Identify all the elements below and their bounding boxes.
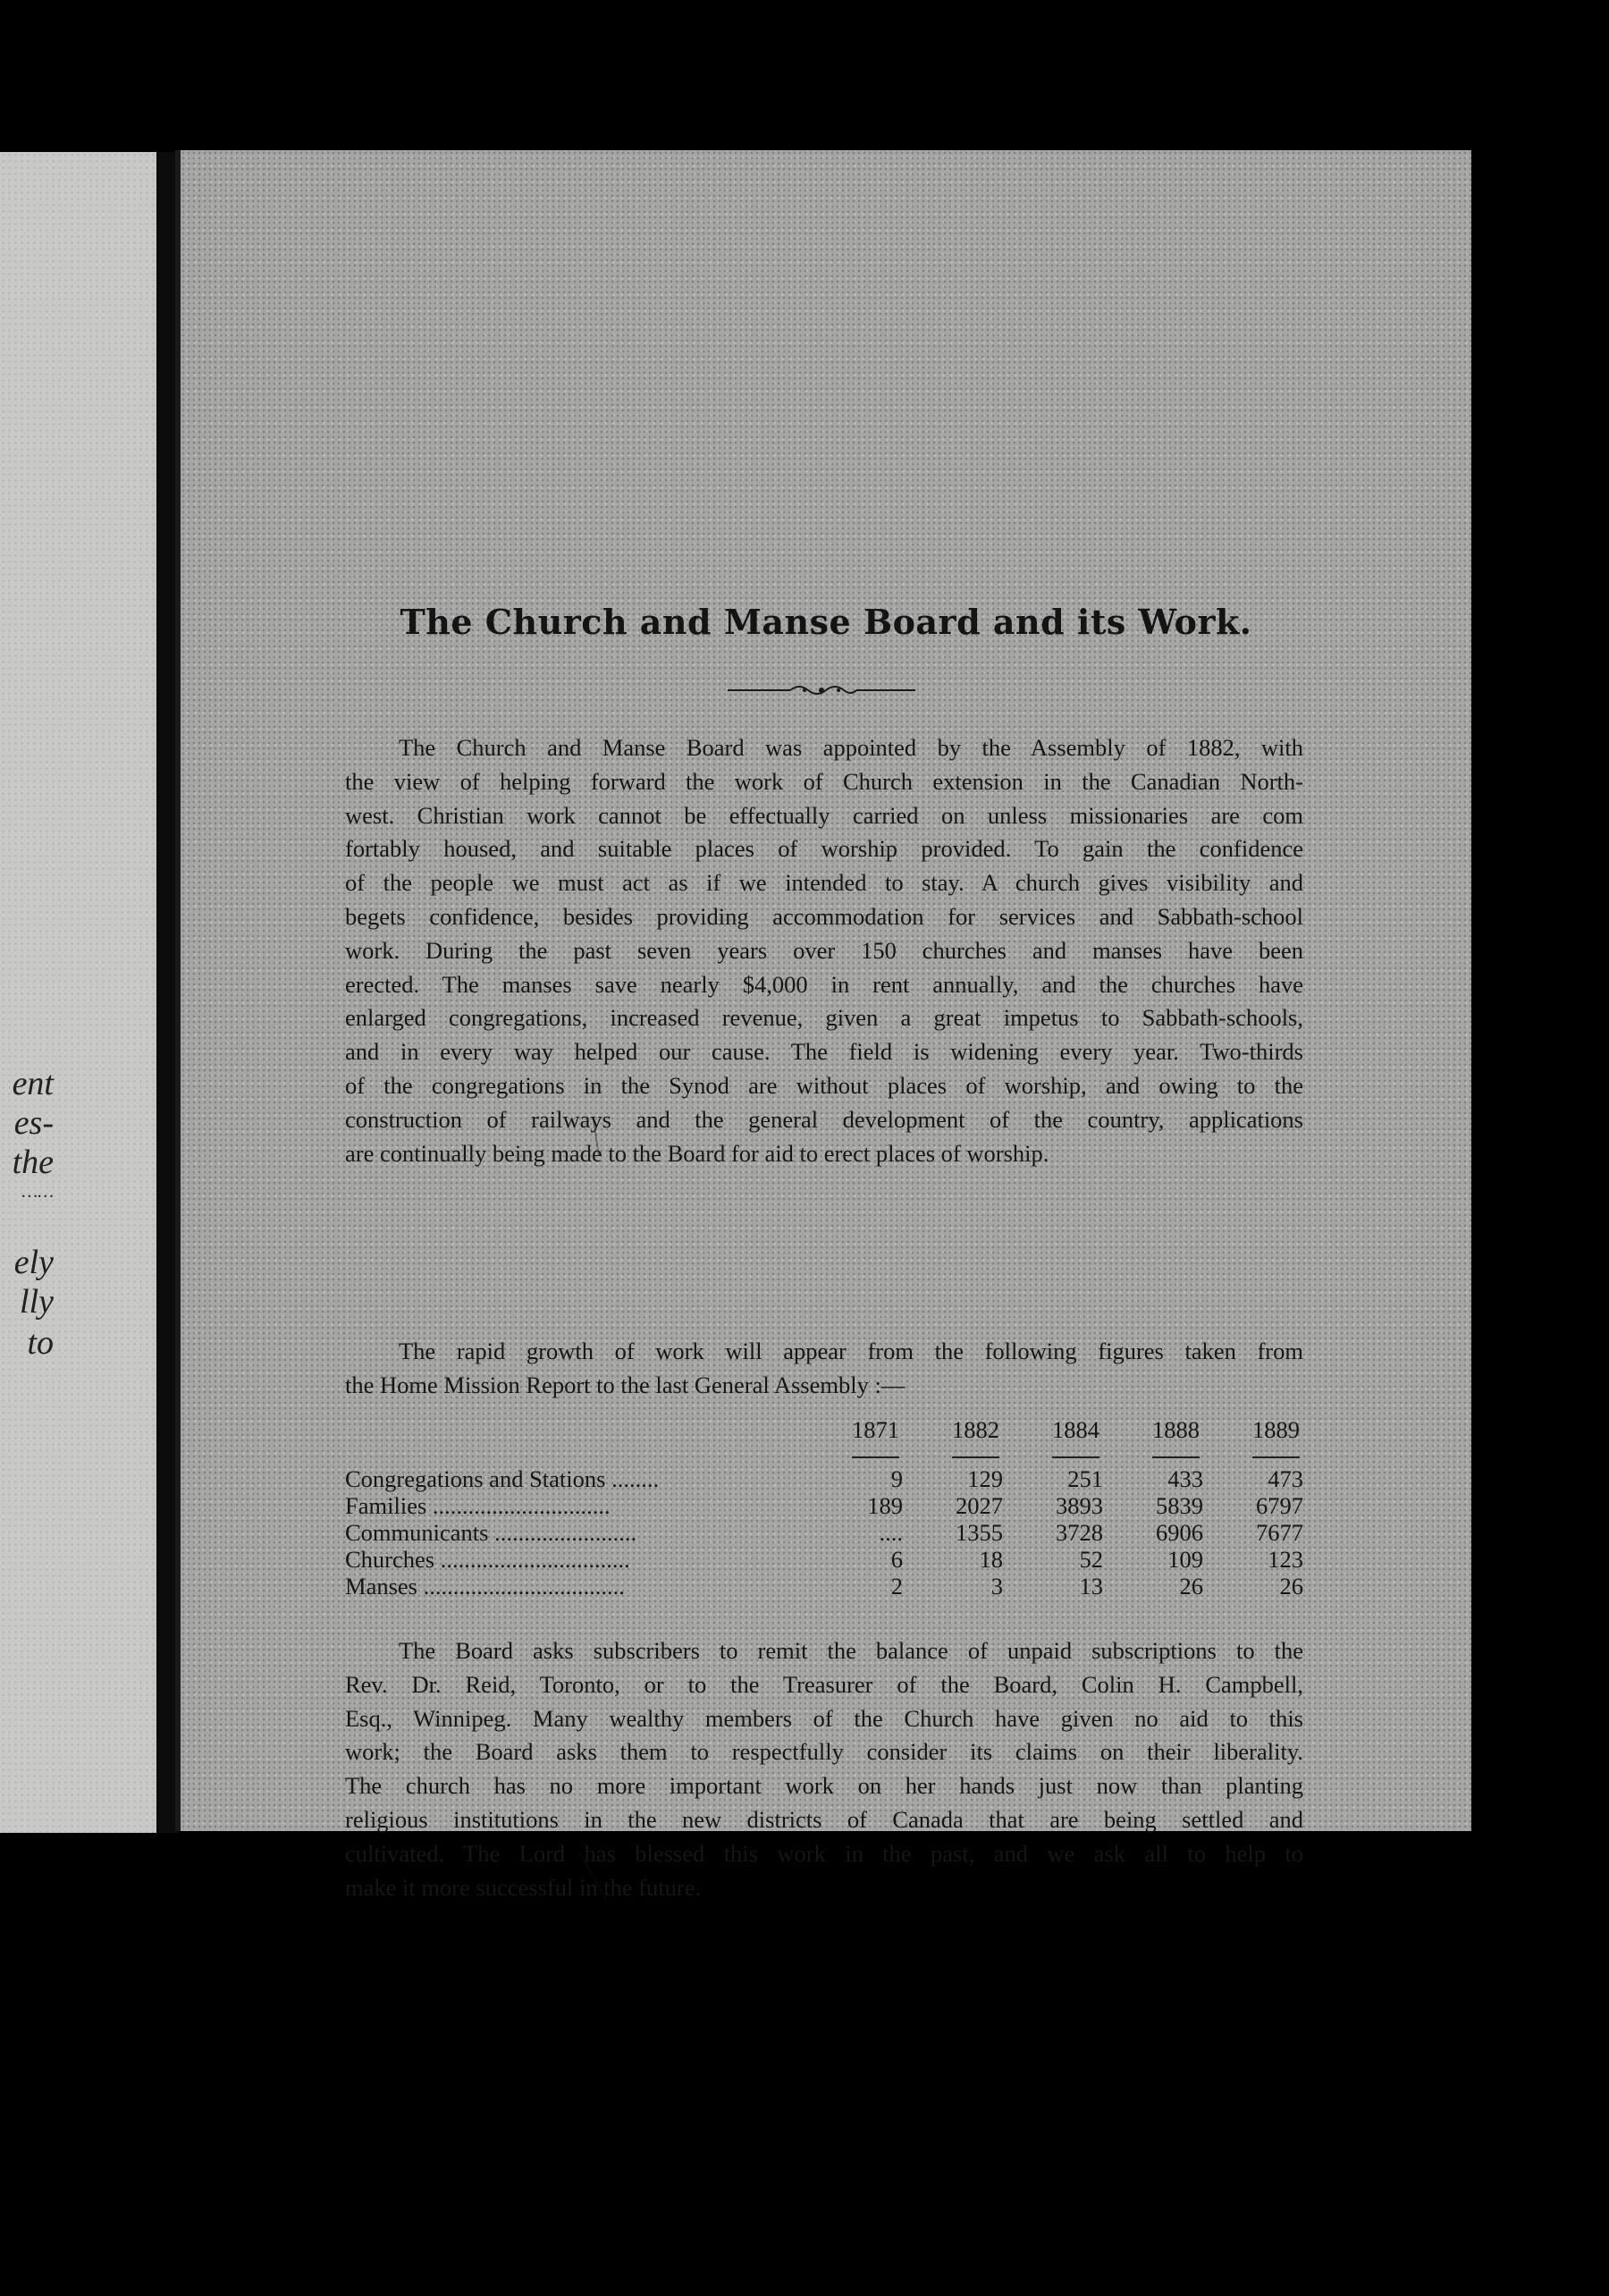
table-cell: 1355 — [956, 1519, 1003, 1546]
table-cell: 5839 — [1156, 1492, 1203, 1519]
row-label: Communicants ........................ — [345, 1519, 637, 1546]
table-cell: 129 — [967, 1465, 1003, 1492]
table-cell: 433 — [1167, 1465, 1203, 1492]
year-header: 1871 — [803, 1416, 903, 1465]
row-label: Manses .................................. — [345, 1573, 625, 1600]
table-row — [345, 1465, 1303, 1492]
text-line: enlarged congregations, increased revenue, given a great impetus to Sabbath-schools, — [345, 1004, 1303, 1032]
text-line: construction of railways and the general development of the country, applications — [345, 1105, 1303, 1133]
table-cell: 3 — [990, 1573, 1003, 1600]
table-cell: 7677 — [1256, 1519, 1303, 1546]
text-line: The church has no more important work on her hands just now than planting — [345, 1772, 1303, 1800]
table-cell: 6906 — [1156, 1519, 1203, 1546]
text-line: Esq., Winnipeg. Many wealthy members of the Church have given no aid to this — [345, 1704, 1303, 1732]
text-line: west. Christian work cannot be effectually carried on unless missionaries are com — [345, 801, 1303, 829]
page-title: The Church and Manse Board and its Work. — [400, 602, 1252, 642]
table-cell: 2 — [890, 1573, 903, 1600]
table-header-row — [345, 1416, 1303, 1465]
text-line: erected. The manses save nearly $4,000 in rent annually, and the churches have — [345, 970, 1303, 998]
year-header: 1884 — [1003, 1416, 1103, 1465]
year-header: 1882 — [903, 1416, 1003, 1465]
table-cell: 13 — [1079, 1573, 1103, 1600]
left-page-fragment: the — [12, 1144, 54, 1181]
paragraph-intro — [345, 731, 1303, 1170]
text-line: the view of helping forward the work of Church extension in the Canadian North- — [345, 767, 1303, 795]
left-page-fragment: to — [27, 1324, 54, 1362]
row-label: Families .............................. — [345, 1492, 611, 1519]
paragraph-figures-intro — [345, 1335, 1303, 1403]
table-cell: 3728 — [1056, 1519, 1103, 1546]
paragraph-appeal — [345, 1634, 1303, 1904]
text-line: and in every way helped our cause. The field is widening every year. Two-thirds — [345, 1038, 1303, 1066]
year-header: 1889 — [1203, 1416, 1303, 1465]
text-line: make it more successful in the future. — [345, 1873, 702, 1901]
text-line: begets confidence, besides providing accommodation for services and Sabbath-school — [345, 902, 1303, 930]
text-line: The Church and Manse Board was appointed by the Assembly of 1882, with — [399, 734, 1303, 761]
table-cell: 26 — [1179, 1573, 1203, 1600]
text-line: Rev. Dr. Reid, Toronto, or to the Treasurer of the Board, Colin H. Campbell, — [345, 1670, 1303, 1698]
document-page — [175, 150, 1471, 1901]
left-page-fragment: es- — [13, 1104, 54, 1142]
table-cell: 18 — [979, 1546, 1003, 1573]
left-page-fragment: ent — [12, 1065, 54, 1102]
table-row — [345, 1546, 1303, 1573]
row-label: Churches ................................ — [345, 1546, 630, 1573]
table-cell: .... — [879, 1519, 903, 1546]
table-row — [345, 1519, 1303, 1546]
left-page-fragment: ely — [13, 1244, 54, 1281]
year-header: 1888 — [1103, 1416, 1203, 1465]
text-line: are continually being made to the Board for aid to erect places of worship. — [345, 1139, 1049, 1167]
text-line: work; the Board asks them to respectfully consider its claims on their liberality. — [345, 1738, 1303, 1766]
table-cell: 3893 — [1056, 1492, 1103, 1519]
text-line: religious institutions in the new districts of Canada that are being settled and — [345, 1805, 1303, 1833]
table-cell: 52 — [1079, 1546, 1103, 1573]
table-cell: 473 — [1268, 1465, 1303, 1492]
table-cell: 26 — [1279, 1573, 1303, 1600]
left-page-fragment: lly — [20, 1283, 54, 1321]
text-line: The Board asks subscribers to remit the balance of unpaid subscriptions to the — [399, 1637, 1303, 1664]
left-page-fragment: …… — [21, 1182, 54, 1202]
row-label: Congregations and Stations ........ — [345, 1465, 660, 1492]
text-line: of the congregations in the Synod are without places of worship, and owing to the — [345, 1071, 1303, 1099]
table-cell: 189 — [867, 1492, 903, 1519]
text-line: the Home Mission Report to the last General Assembly :— — [345, 1371, 906, 1398]
left-page-edge — [0, 152, 156, 1833]
table-cell: 123 — [1268, 1546, 1303, 1573]
table-cell: 251 — [1067, 1465, 1103, 1492]
table-row — [345, 1492, 1303, 1519]
table-row — [345, 1573, 1303, 1600]
table-cell: 6 — [890, 1546, 903, 1573]
table-cell: 109 — [1167, 1546, 1203, 1573]
ornament-divider-icon — [728, 680, 915, 701]
table-corner — [345, 1416, 803, 1465]
text-line: of the people we must act as if we intended to stay. A church gives visibility and — [345, 869, 1303, 897]
text-line: cultivated. The Lord has blessed this work in the past, and we ask all to help to — [345, 1839, 1303, 1867]
text-line: fortably housed, and suitable places of worship provided. To gain the confidence — [345, 835, 1303, 863]
text-line: work. During the past seven years over 150 churches and manses have been — [345, 936, 1303, 964]
text-line: The rapid growth of work will appear from the following figures taken from — [399, 1338, 1303, 1364]
table-cell: 2027 — [956, 1492, 1003, 1519]
table-cell: 9 — [890, 1465, 903, 1492]
table-cell: 6797 — [1256, 1492, 1303, 1519]
statistics-table — [345, 1416, 1303, 1600]
